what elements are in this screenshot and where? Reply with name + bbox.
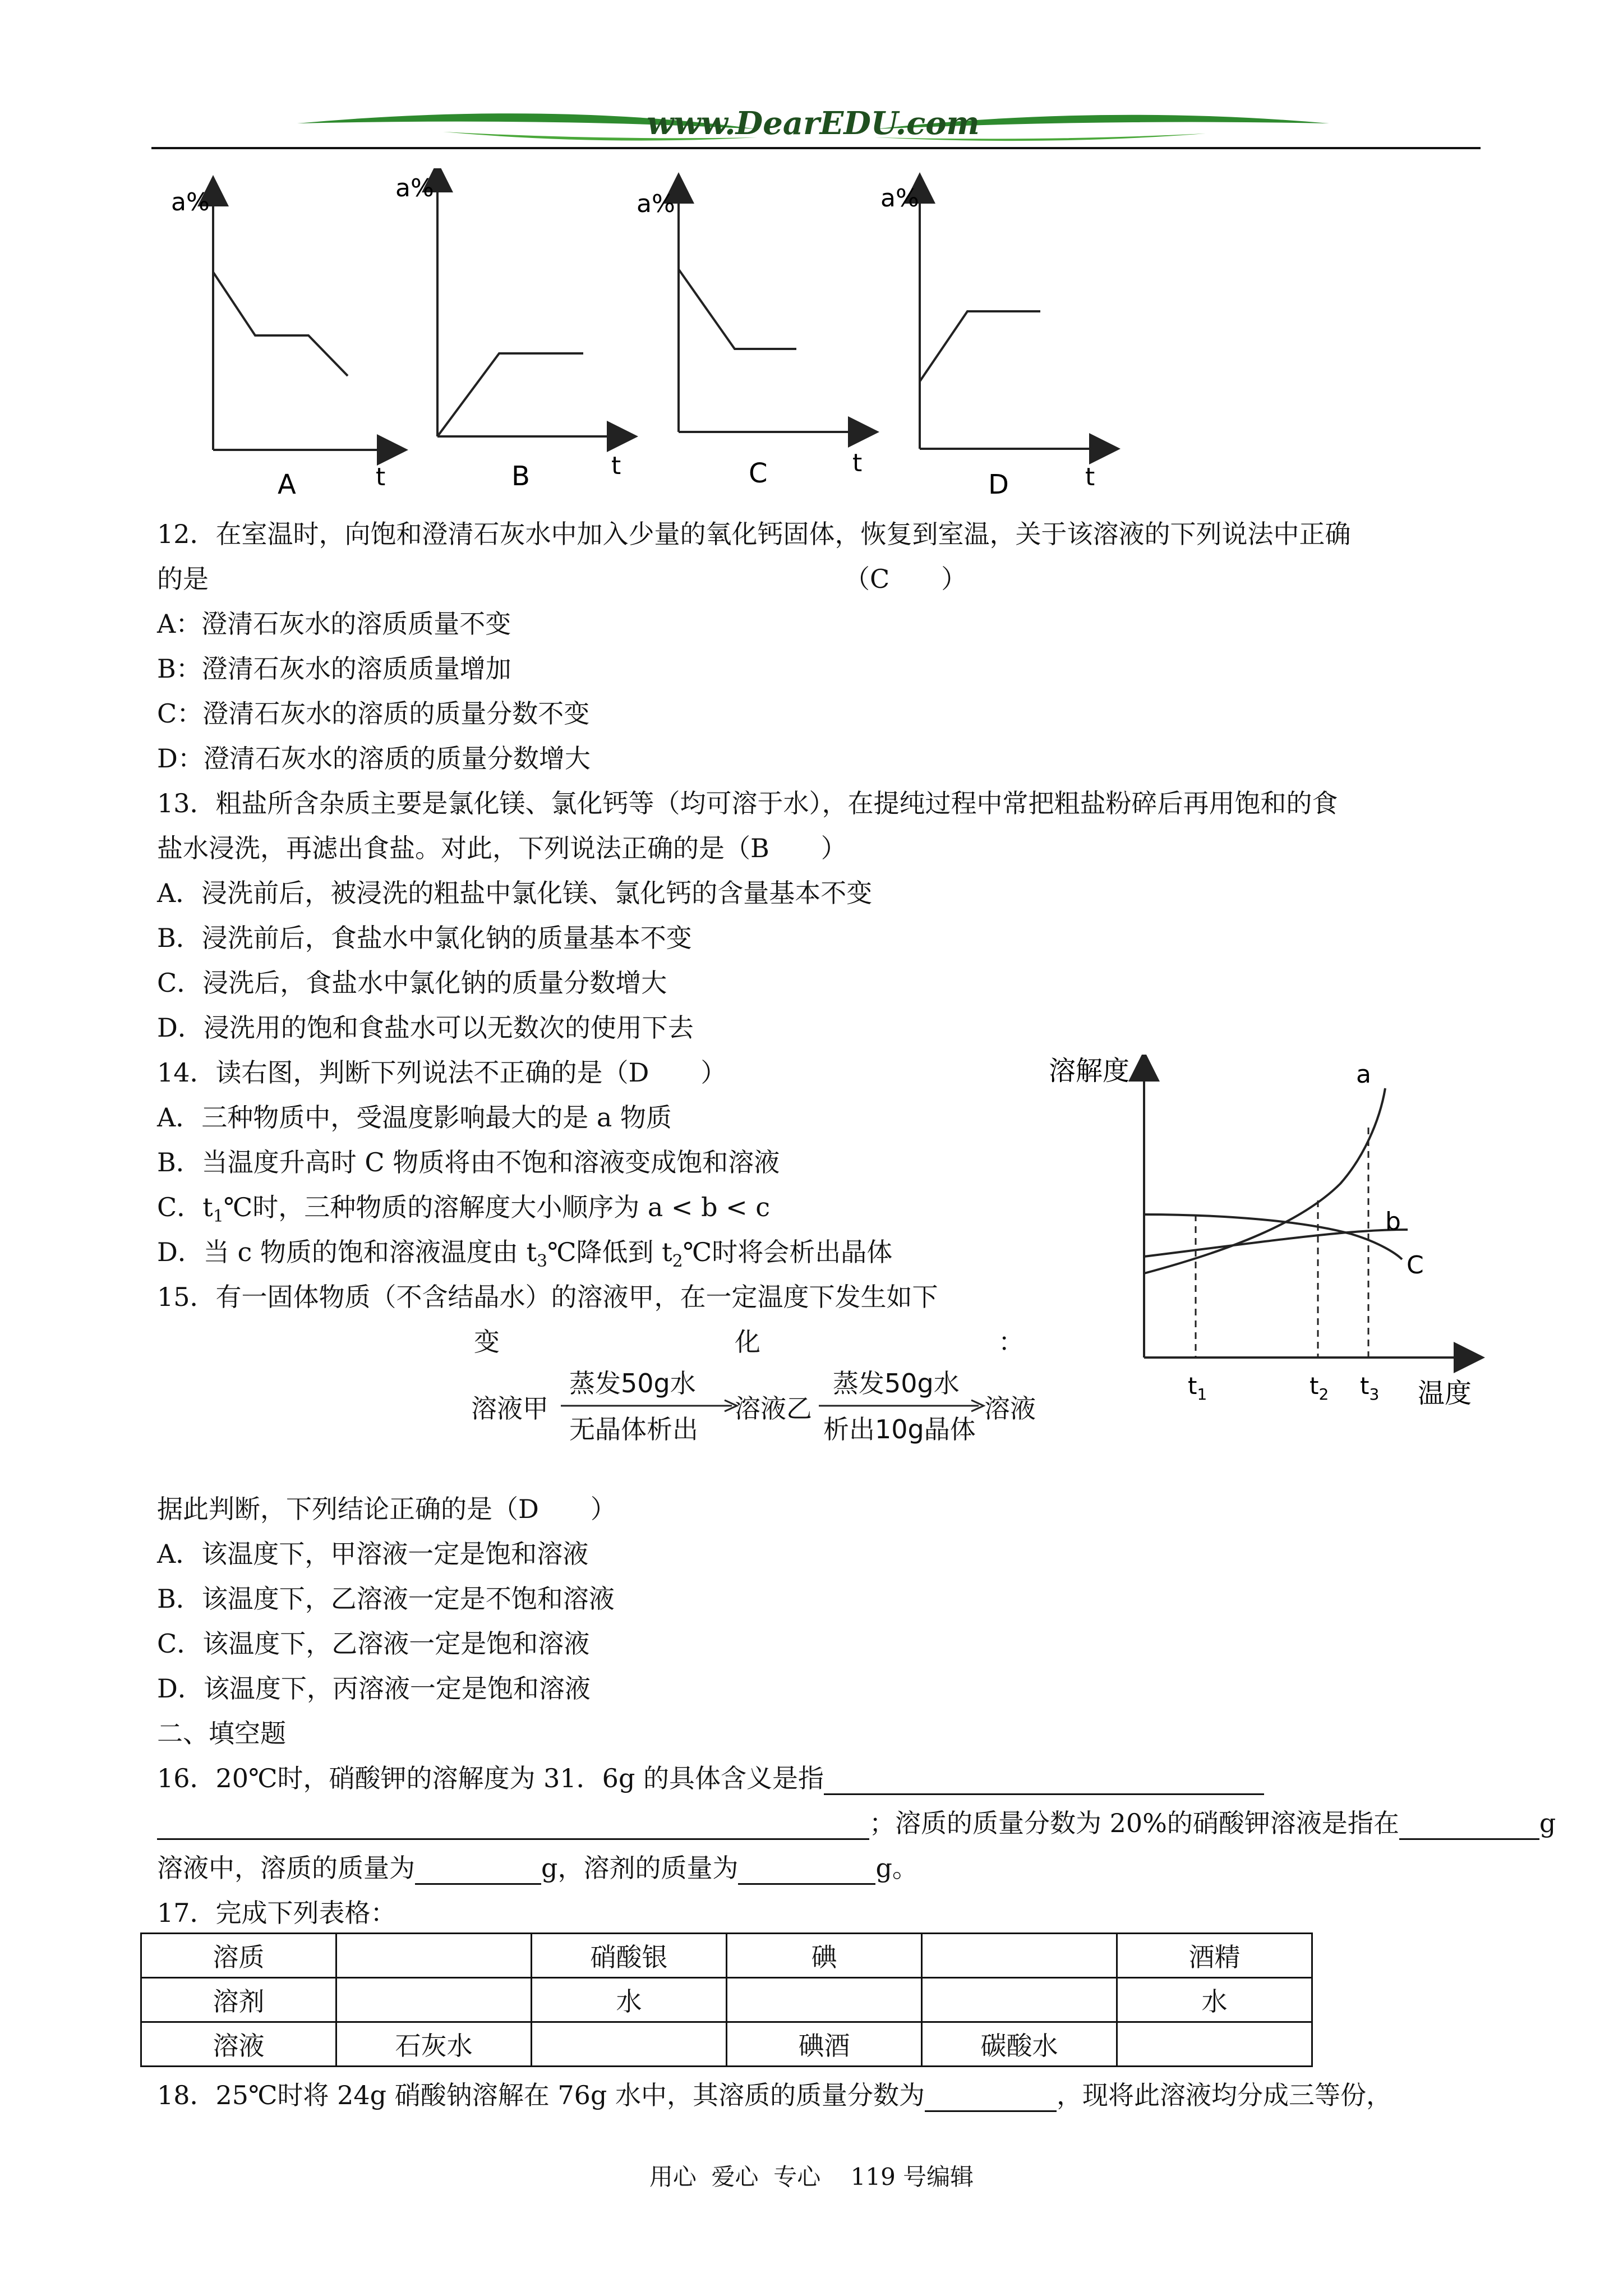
q15-stem-2a: 变: [474, 1327, 500, 1357]
q17-table: [140, 1932, 1313, 2067]
q12-option-c: C：澄清石灰水的溶质的质量分数不变: [157, 698, 590, 729]
q16-blank-4[interactable]: [415, 1857, 541, 1885]
graph-a: [171, 188, 393, 500]
table-cell[interactable]: [922, 1978, 1117, 2022]
table-cell: 水: [532, 1978, 727, 2022]
flow-bot-2: 析出10g晶体: [823, 1414, 976, 1444]
q13-option-c: C．浸洗后，食盐水中氯化钠的质量分数增大: [157, 968, 667, 998]
q13-option-d: D．浸洗用的饱和食盐水可以无数次的使用下去: [157, 1013, 694, 1043]
logo-text: www.DearEDU.com: [647, 105, 980, 142]
curve-b-label: b: [1385, 1207, 1401, 1236]
graph-b: [395, 174, 623, 492]
header: [151, 107, 1481, 157]
q15-option-a: A．该温度下，甲溶液一定是饱和溶液: [157, 1539, 589, 1569]
q15-stem-2b: 化: [735, 1327, 760, 1357]
graph-b-xlabel: t: [611, 452, 621, 480]
flow-top-1: 蒸发50g水: [569, 1368, 696, 1398]
graph-d-ylabel: a%: [880, 184, 919, 213]
graph-a-xlabel: t: [376, 463, 386, 491]
flow-solution-yi: 溶液乙: [735, 1393, 812, 1424]
t2-label: $t_2$: [1310, 1372, 1329, 1404]
table-cell: 碘: [727, 1934, 922, 1978]
graphs-row: [157, 168, 1138, 505]
q15-option-c: C．该温度下，乙溶液一定是饱和溶液: [157, 1628, 590, 1659]
q14-option-d: D．当 c 物质的饱和溶液温度由 $t_3℃$降低到 $t_2℃$时将会析出晶体: [157, 1237, 893, 1272]
table-cell: 石灰水: [336, 2022, 532, 2067]
solubility-graph: [1038, 1055, 1486, 1414]
q14-option-a: A．三种物质中，受温度影响最大的是 a 物质: [157, 1102, 672, 1133]
table-cell[interactable]: [922, 1934, 1117, 1978]
q16-blank-5[interactable]: [738, 1857, 875, 1885]
table-cell: 溶剂: [141, 1978, 336, 2022]
q16-blank-3[interactable]: [1399, 1812, 1539, 1840]
table-row: [141, 2022, 1312, 2067]
graph-c-label: C: [749, 458, 768, 489]
graph-a-label: A: [278, 469, 296, 500]
q17-stem: 17．完成下列表格：: [157, 1898, 396, 1928]
q12-stem-1: 12．在室温时，向饱和澄清石灰水中加入少量的氧化钙固体，恢复到室温，关于该溶液的下列说法中正确: [157, 519, 1351, 549]
q15-stem-3: 据此判断，下列结论正确的是（D ）: [157, 1494, 616, 1524]
graph-d-xlabel: t: [1085, 463, 1095, 491]
q15-option-d: D．该温度下，丙溶液一定是饱和溶液: [157, 1673, 591, 1704]
q15-flow: [471, 1363, 1043, 1447]
flow-arrow-1: [561, 1397, 740, 1414]
q16-blank-1[interactable]: [824, 1768, 1264, 1795]
q16-line-1: 16．20℃时，硝酸钾的溶解度为 31．6g 的具体含义是指: [157, 1761, 1264, 1795]
q15-option-b: B．该温度下，乙溶液一定是不饱和溶液: [157, 1584, 615, 1614]
graph-y-label: 溶解度: [1049, 1055, 1130, 1087]
table-cell[interactable]: [727, 1978, 922, 2022]
t1-label: $t_1$: [1188, 1372, 1207, 1404]
flow-top-2: 蒸发50g水: [833, 1368, 960, 1398]
q16-line-2: ；溶质的质量分数为 20%的硝酸钾溶液是指在 g: [157, 1806, 1556, 1840]
q16-line-3: 溶液中，溶质的质量为 g，溶剂的质量为 g。: [157, 1851, 918, 1885]
q12-stem-2: 的是: [157, 564, 209, 594]
flow-solution-bing: 溶液: [984, 1393, 1036, 1424]
table-cell: 水: [1117, 1978, 1312, 2022]
q13-option-a: A．浸洗前后，被浸洗的粗盐中氯化镁、氯化钙的含量基本不变: [157, 878, 873, 908]
table-row: [141, 1934, 1312, 1978]
flow-solution-jia: 溶液甲: [471, 1393, 548, 1424]
curve-c-label: C: [1407, 1251, 1424, 1280]
table-cell: 硝酸银: [532, 1934, 727, 1978]
table-cell: 碳酸水: [922, 2022, 1117, 2067]
table-cell[interactable]: [336, 1978, 532, 2022]
q18-blank-1[interactable]: [925, 2085, 1057, 2112]
q14-option-c: C．$t_1℃$时，三种物质的溶解度大小顺序为 a < b < c: [157, 1192, 771, 1227]
q12-answer: （C ）: [844, 564, 967, 594]
q15-stem-1: 15．有一固体物质（不含结晶水）的溶液甲，在一定温度下发生如下: [157, 1282, 938, 1312]
q14-option-b: B．当温度升高时 C 物质将由不饱和溶液变成饱和溶液: [157, 1147, 780, 1177]
table-cell[interactable]: [336, 1934, 532, 1978]
q13-stem-2: 盐水浸洗，再滤出食盐。对此，下列说法正确的是（B ）: [157, 833, 847, 863]
section-fill-in-title: 二、填空题: [157, 1718, 286, 1749]
table-cell: 酒精: [1117, 1934, 1312, 1978]
graph-a-ylabel: a%: [171, 188, 210, 217]
t3-label: $t_3$: [1360, 1372, 1380, 1404]
q12-option-d: D：澄清石灰水的溶质的质量分数增大: [157, 743, 591, 774]
curve-a-label: a: [1356, 1060, 1371, 1089]
graph-d-label: D: [988, 469, 1009, 500]
table-cell[interactable]: [1117, 2022, 1312, 2067]
graph-b-ylabel: a%: [395, 174, 434, 203]
q14-stem: 14．读右图，判断下列说法不正确的是（D ）: [157, 1057, 727, 1088]
table-row: [141, 1978, 1312, 2022]
table-cell: 溶质: [141, 1934, 336, 1978]
graph-d: [880, 184, 1105, 500]
table-cell[interactable]: [532, 2022, 727, 2067]
graph-b-label: B: [511, 461, 530, 492]
graph-c-xlabel: t: [852, 449, 863, 477]
q13-option-b: B．浸洗前后，食盐水中氯化钠的质量基本不变: [157, 923, 692, 953]
table-cell: 碘酒: [727, 2022, 922, 2067]
page-footer: 用心 爱心 专心 119 号编辑: [649, 2163, 974, 2191]
graph-c-ylabel: a%: [637, 190, 675, 218]
q16-blank-2[interactable]: [157, 1812, 869, 1840]
q13-stem-1: 13．粗盐所含杂质主要是氯化镁、氯化钙等（均可溶于水），在提纯过程中常把粗盐粉碎后再用饱和的食: [157, 788, 1338, 818]
flow-bot-1: 无晶体析出: [569, 1414, 698, 1444]
q15-stem-2c: ：: [998, 1327, 1024, 1357]
graph-x-label: 温度: [1418, 1378, 1472, 1409]
q12-option-a: A：澄清石灰水的溶质质量不变: [157, 609, 511, 639]
curve-a: [1144, 1088, 1385, 1273]
flow-arrow-2: [819, 1397, 987, 1414]
q18-line: 18．25℃时将 24g 硝酸钠溶解在 76g 水中，其溶质的质量分数为 ，现将此溶液均分成三等份，: [157, 2078, 1392, 2112]
table-cell: 溶液: [141, 2022, 336, 2067]
graph-c: [637, 188, 864, 489]
q12-option-b: B：澄清石灰水的溶质质量增加: [157, 654, 511, 684]
